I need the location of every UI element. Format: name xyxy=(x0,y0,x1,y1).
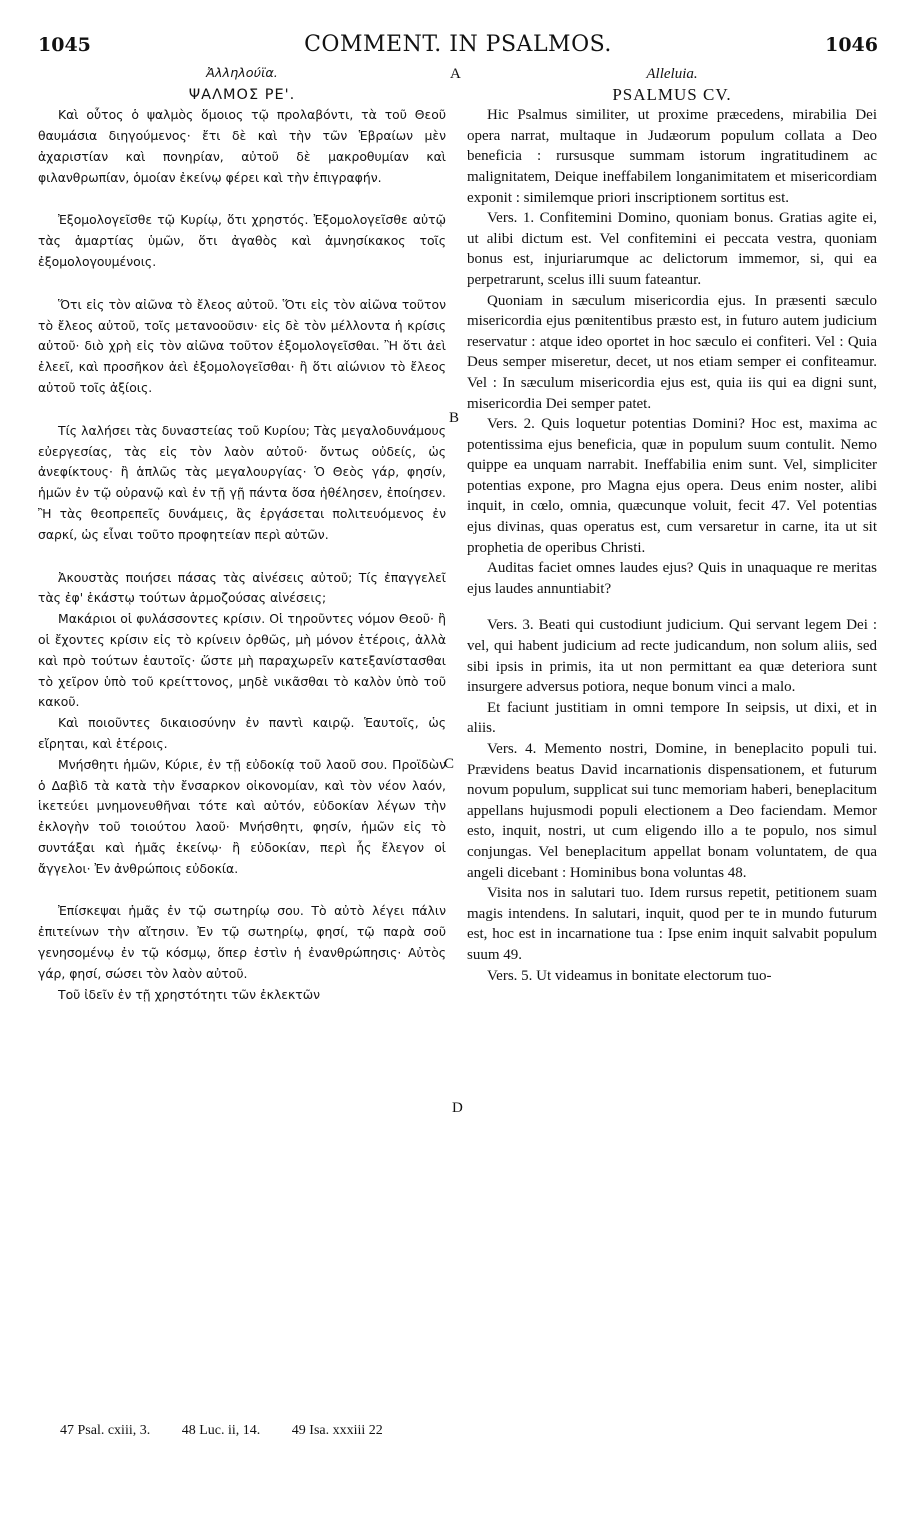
latin-paragraph: Vers. 1. Confitemini Domino, quoniam bonus. Gratias agite ei, ut alibi dictum est. Vel confitemini ei peccata vestra, quoniam bonus est, injuriarumque ac delictorum immemor, si, qui ea perpetrarunt, scelus illi suum fateantur. xyxy=(467,210,877,288)
greek-paragraph: Τοῦ ἰδεῖν ἐν τῇ χρηστότητι τῶν ἐκλεκτῶν xyxy=(58,986,321,1002)
greek-column xyxy=(38,64,446,1005)
latin-psalm-title: PSALMUS CV. xyxy=(612,84,732,104)
latin-paragraph: Vers. 2. Quis loquetur potentias Domini? Hoc est, maxima ac potentissima ejus beneficia, quæ in populum suum contulit. Nemo quippe ea unquam narrabit. Ineffabilia enim sunt. Vel, simpliciter potentias expone, pro Magna ejus opera. Deus enim noster, alibi inquit, in cœlo, omnia, quæcunque voluit, fecit 47. Vel potentias ejus divinas, quas operatus est, cum versaretur in carne, ita ut sit prophetia de operibus Christi. xyxy=(467,416,877,556)
greek-paragraph: Ἐξομολογεῖσθε τῷ Κυρίῳ, ὅτι χρηστός. Ἐξομολογεῖσθε αὐτῷ τὰς ἁμαρτίας ὑμῶν, ὅτι ἀγαθὸς καὶ ἀμνησίκακος τοῖς ἐξομολογουμένοις. xyxy=(38,212,446,269)
footnote: 47 Psal. cxiii, 3. xyxy=(60,1423,151,1438)
page-number-left: 1045 xyxy=(38,34,91,56)
footnote: 48 Luc. ii, 14. xyxy=(181,1423,261,1438)
page-header xyxy=(38,30,878,60)
latin-alleluia: Alleluia. xyxy=(646,66,698,82)
latin-paragraph: Auditas faciet omnes laudes ejus? Quis in unaquaque re meritas ejus laudes annuntiabit? xyxy=(467,560,877,597)
latin-paragraph: Hic Psalmus similiter, ut proxime præcedens, mirabilia Dei opera narrat, multaque in Judæorum populum collata a Deo beneficia : rursusque summam istorum ingratitudinem ac malignitatem, Deique ineffabilem longanimitatem et misericordiam exponit : similemque priori inscriptionem sortitus est. xyxy=(467,107,877,206)
column-marker-c: C xyxy=(444,756,455,772)
greek-paragraph: Μνήσθητι ἡμῶν, Κύριε, ἐν τῇ εὐδοκίᾳ τοῦ λαοῦ σου. Προϊδὼν ὁ Δαβὶδ τὰ κατὰ τὴν ἔνσαρκον οἰκονομίαν, καὶ τὸν νέον λαόν, ἱκετεύει μνημονευθῆναι τότε καὶ αὐτόν, εὐδοκίαν λέγων τὴν ἐκλογὴν τοῦ τοιούτου λαοῦ· Μνήσθητι, φησίν, ἡμῶν εἰς τὸ συντάξαι καὶ ἡμᾶς ἐκείνῳ· ἢ εὐδοκίαν, περὶ ἧς ἔλεγον οἱ ἄγγελοι· Ἐν ἀνθρώποις εὐδοκία. xyxy=(38,756,446,876)
footnote: 49 Isa. xxxiii 22 xyxy=(291,1423,383,1438)
column-marker-b: B xyxy=(449,410,460,426)
latin-paragraph: Visita nos in salutari tuo. Idem rursus repetit, petitionem suam magis intendens. In salutari, inquit, quod per te in mundo futurum est, hoc est in incarnatione tua : Ipse enim inquit salvabit populum suum 49. xyxy=(467,885,877,963)
page-number-right: 1046 xyxy=(825,34,878,56)
latin-paragraph: Vers. 3. Beati qui custodiunt judicium. Qui servant legem Dei : vel, qui habent judicium ad recte judicandum, non solum aliis, sed sibi ipsis in primis, ita ut non permittant ea quæ deteriora sunt insurgere adversus potiora, neque bonum vinci a malo. xyxy=(467,617,877,696)
greek-paragraph: Ὅτι εἰς τὸν αἰῶνα τὸ ἔλεος αὐτοῦ. Ὅτι εἰς τὸν αἰῶνα τοῦτον τὸ ἔλεος αὐτοῦ, τοῖς μετανοοῦσιν· εἰς δὲ τὸν μέλλοντα ἡ κρίσις αὐτοῦ· διὸ χρὴ εἰς τὸν αἰῶνα τοῦτον ἐξομολογεῖσθαι. Ἢ ὅτι ἀεὶ ἐλεεῖ, καὶ προσῆκον ἀεὶ ἐξομολογεῖσθαι· ἢ ὅτι αἰώνιον τὸ ἔλεος αὐτοῦ τοῖς ἀξίοις. xyxy=(38,296,446,395)
footnotes xyxy=(60,1423,760,1439)
greek-paragraph: Τίς λαλήσει τὰς δυναστείας τοῦ Κυρίου; Τὰς μεγαλοδυνάμους εὐεργεσίας, τὰς εἰς τὸν λαὸν αὐτοῦ· ὄντως οὐδείς, ὡς ἀνεφίκτους· ἢ ἁπλῶς τὰς μεγαλουργίας· Ὁ Θεὸς γάρ, φησίν, ἡμῶν ἐν τῷ οὐρανῷ καὶ ἐν τῇ γῇ πάντα ὅσα ἠθέλησεν, ἐποίησεν. Ἢ τὰς θεοπρεπεῖς δυνάμεις, ἃς ἐργάσεται πολιτευόμενος ἐν σαρκί, ὡς εἶναι τοῦτο προφητείαν περὶ αὐτῶν. xyxy=(38,422,446,542)
column-marker-d: D xyxy=(452,1100,463,1116)
greek-paragraph: Μακάριοι οἱ φυλάσσοντες κρίσιν. Οἱ τηροῦντες νόμον Θεοῦ· ἢ οἱ ἔχοντες κρίσιν εἰς τὸ κρίνειν ὀρθῶς, μὴ μόνον ἑτέροις, ἀλλὰ καὶ πρὸ τούτων ἑαυτοῖς· ὥστε μὴ παραχωρεῖν κατεξανίστασθαι τὸ χεῖρον ὑπὸ τοῦ κρείττονος, μηδὲ νικᾶσθαι τὸ καλὸν ὑπὸ τοῦ κακοῦ. xyxy=(38,611,446,710)
latin-paragraph: Vers. 4. Memento nostri, Domine, in beneplacito populi tui. Prævidens beatus David incarnationis dispensationem, et futurum novum populum, supplicat sui tunc memoriam haberi, beneplacitum appellans hujusmodi populi electionem a Deo faciendam. Memor esto, inquit, nostri, ut cum eligendo illo a te populo, nos simul conjungas. Vel beneplacitum appellat bonam voluntatem, de qua angeli dicebant : Hominibus bona voluntas 48. xyxy=(467,741,877,881)
latin-paragraph: Vers. 5. Ut videamus in bonitate electorum tuo- xyxy=(487,967,772,984)
latin-paragraph: Et faciunt justitiam in omni tempore In seipsis, ut dixi, et in aliis. xyxy=(467,699,877,737)
greek-paragraph: Ἀκουστὰς ποιήσει πάσας τὰς αἰνέσεις αὐτοῦ; Τίς ἐπαγγελεῖ τὰς ἐφ' ἑκάστῳ τούτων ἁρμοζούσας αἰνέσεις; xyxy=(38,569,446,606)
greek-alleluia: Ἀλληλούϊα. xyxy=(206,66,278,81)
running-title: COMMENT. IN PSALMOS. xyxy=(304,32,612,57)
greek-psalm-title: ΨΑΛΜΟΣ ΡΕ'. xyxy=(188,86,296,103)
latin-paragraph: Quoniam in sæculum misericordia ejus. In præsenti sæculo misericordia ejus pœnitentibus præsto est, in futuro autem judicium reservatur : atque ideo oportet in hoc sæculo ei confiteri. Vel : Quia Deus semper miseretur, decet, ut nos etiam semper ei confiteamur. Vel : In sæculum misericordia ejus est, quia iis qui ea digni sunt, misericordia Dei semper patet. xyxy=(467,292,877,412)
column-marker-a: A xyxy=(450,66,461,82)
greek-paragraph: Ἐπίσκεψαι ἡμᾶς ἐν τῷ σωτηρίῳ σου. Τὸ αὐτὸ λέγει πάλιν ἐπιτείνων τὴν αἴτησιν. Ἐν τῷ σωτηρίῳ, φησί, τῷ παρὰ σοῦ γενησομένῳ ἐν τῷ κόσμῳ, ὅπερ ἐστὶν ἡ ἐνανθρώπησις· Αὐτὸς γάρ, φησί, σώσει τὸν λαὸν αὐτοῦ. xyxy=(38,903,446,981)
greek-paragraph: Καὶ ποιοῦντες δικαιοσύνην ἐν παντὶ καιρῷ. Ἑαυτοῖς, ὡς εἴρηται, καὶ ἑτέροις. xyxy=(38,715,446,751)
greek-paragraph: Καὶ οὗτος ὁ ψαλμὸς ὅμοιος τῷ προλαβόντι, τὰ τοῦ Θεοῦ θαυμάσια διηγούμενος· ἔτι δὲ καὶ τὴν τῶν Ἑβραίων μὲν ἀχαριστίαν καὶ πονηρίαν, αὐτοῦ δὲ μακροθυμίαν καὶ φιλανθρωπίαν, ὁμοίαν ἐκείνῳ φέρει καὶ τὴν ἐπιγραφήν. xyxy=(38,107,446,185)
latin-column xyxy=(467,64,877,986)
